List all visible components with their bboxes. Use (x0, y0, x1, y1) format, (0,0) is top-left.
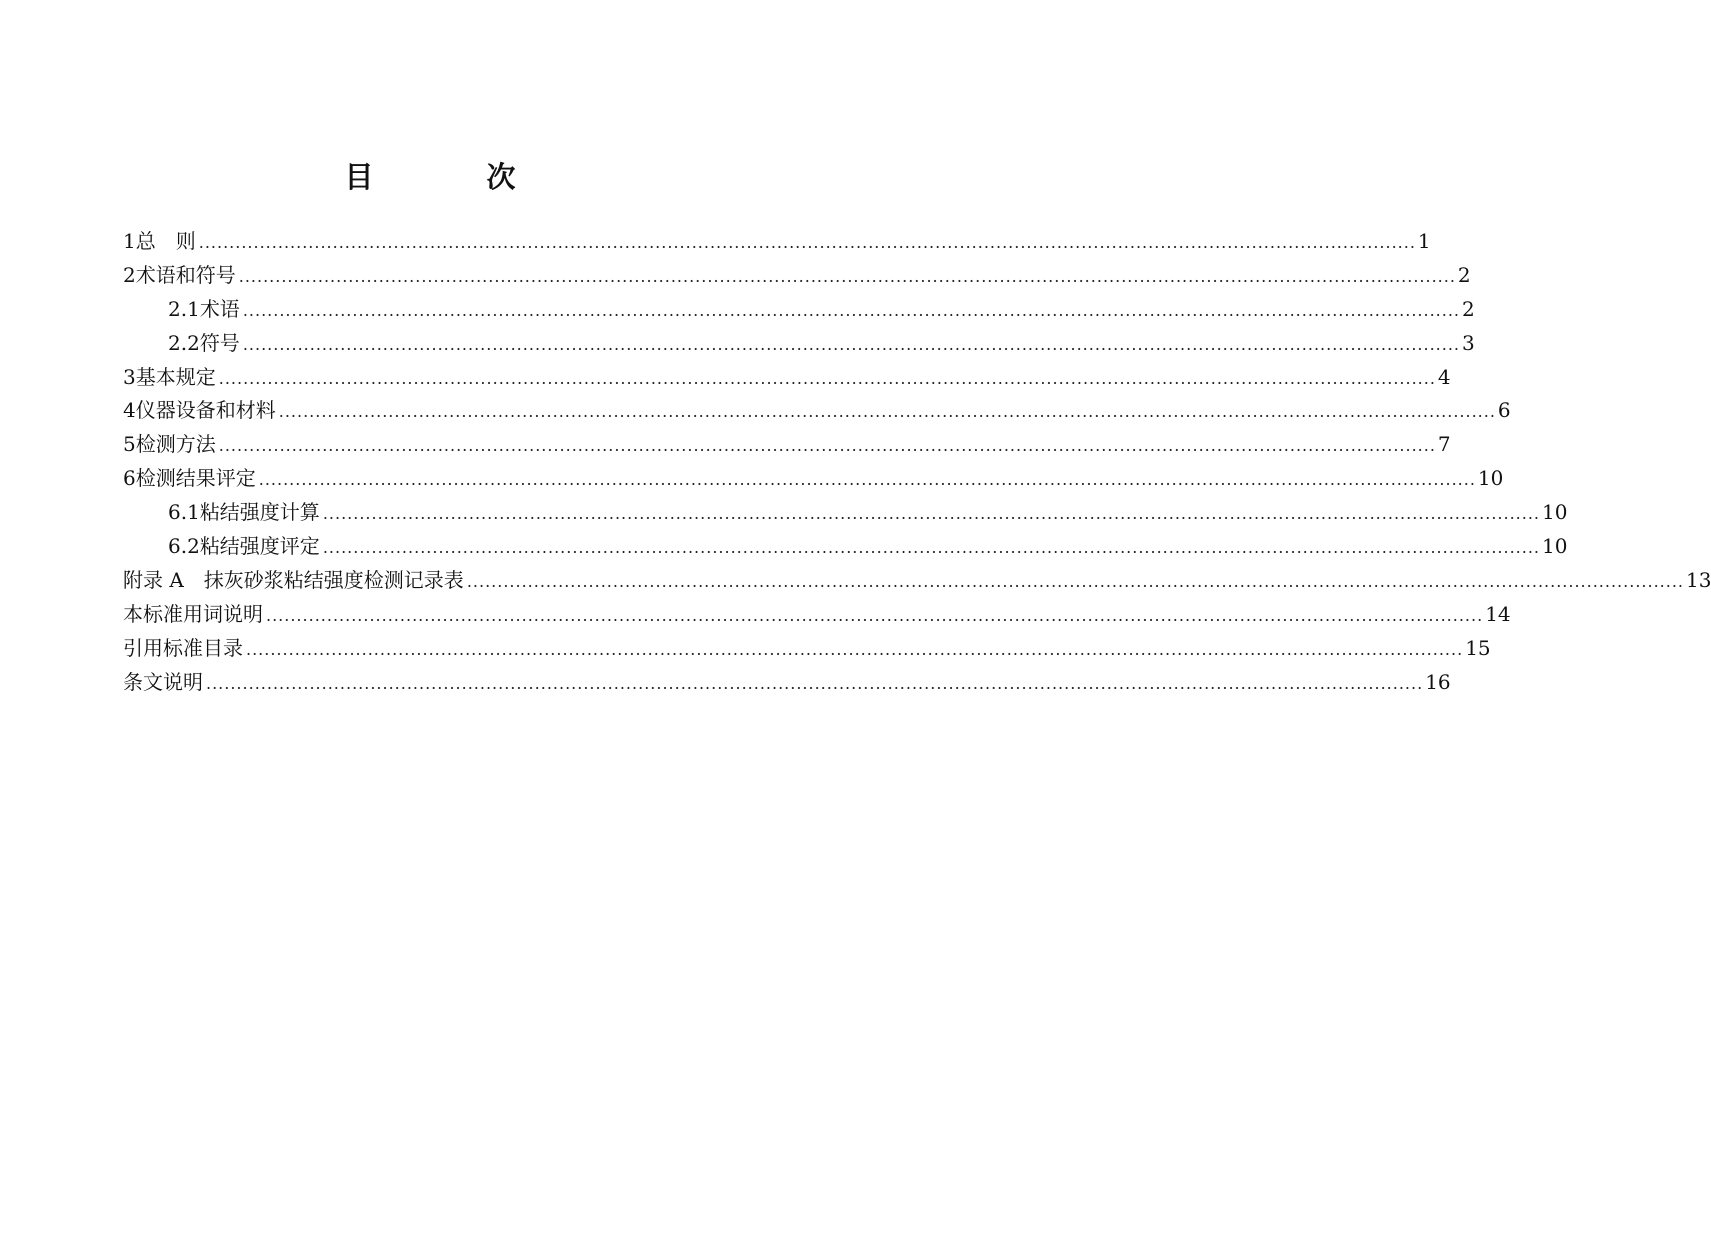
toc-entry[interactable] (123, 496, 1568, 530)
toc-dot-leader: ........................................................................................................................................................................................................ (246, 639, 1464, 659)
toc-entry-title: 附录 A 抹灰砂浆粘结强度检测记录表 (123, 567, 464, 592)
toc-entry-title: 本标准用词说明 (123, 601, 263, 626)
toc-entry-title: 符号 (199, 330, 240, 355)
toc-entry[interactable] (123, 428, 1451, 462)
toc-entry-title: 引用标准目录 (123, 635, 243, 660)
toc-entry-title: 总 则 (135, 229, 196, 253)
toc-dot-leader: ........................................................................................................................................................................................................ (278, 402, 1496, 422)
toc-entry-title: 条文说明 (123, 669, 203, 694)
toc-entry-title: 粘结强度计算 (199, 500, 320, 525)
toc-entry-title: 检测结果评定 (135, 466, 256, 491)
toc-dot-leader: ........................................................................................................................................................................................................ (322, 504, 1540, 524)
toc-entry-page-number: 16 (1425, 669, 1451, 694)
toc-entry-title: 基本规定 (135, 364, 216, 389)
toc-dot-leader: ........................................................................................................................................................................................................ (218, 436, 1436, 456)
toc-entry-number: 3 (123, 364, 136, 389)
toc-entry[interactable] (123, 632, 1491, 666)
toc-dot-leader: ........................................................................................................................................................................................................ (242, 300, 1460, 320)
toc-entry-page-number: 3 (1462, 330, 1475, 355)
toc-entry[interactable] (123, 225, 1431, 259)
toc-dot-leader: ........................................................................................................................................................................................................ (242, 334, 1460, 354)
toc-entry-page-number: 7 (1437, 432, 1451, 457)
toc-entry-number: 6.1 (168, 500, 200, 525)
toc-entry[interactable] (123, 394, 1511, 428)
toc-entry[interactable] (123, 598, 1511, 632)
toc-entry-title: 术语 (199, 296, 240, 321)
table-of-contents (123, 225, 1711, 699)
toc-entry[interactable] (123, 361, 1451, 395)
toc-entry-number: 1 (123, 229, 136, 253)
toc-entry-page-number: 2 (1462, 296, 1475, 321)
toc-entry-page-number: 6 (1497, 398, 1511, 423)
toc-dot-leader: ........................................................................................................................................................................................................ (466, 571, 1684, 591)
toc-entry-title: 仪器设备和材料 (135, 398, 276, 423)
toc-entry-title: 检测方法 (135, 432, 216, 457)
toc-entry-number: 2.2 (168, 330, 200, 355)
toc-dot-leader: ........................................................................................................................................................................................................ (218, 368, 1436, 388)
toc-entry[interactable] (123, 564, 1711, 598)
page-title: 目 次 (344, 160, 558, 195)
toc-entry[interactable] (123, 530, 1568, 564)
toc-dot-leader: ........................................................................................................................................................................................................ (238, 266, 1456, 286)
toc-entry-number: 2.1 (168, 296, 200, 321)
toc-dot-leader: ........................................................................................................................................................................................................ (322, 538, 1540, 558)
toc-dot-leader: ........................................................................................................................................................................................................ (206, 673, 1424, 693)
toc-entry-page-number: 2 (1457, 262, 1471, 287)
toc-entry[interactable] (123, 462, 1504, 496)
toc-dot-leader: ........................................................................................................................................................................................................ (266, 605, 1484, 625)
toc-dot-leader: ........................................................................................................................................................................................................ (198, 233, 1416, 252)
toc-entry-page-number: 10 (1477, 466, 1504, 491)
toc-entry-page-number: 10 (1542, 534, 1568, 559)
toc-entry-number: 5 (123, 432, 136, 457)
toc-entry-page-number: 13 (1686, 567, 1711, 592)
toc-entry-number: 6.2 (168, 534, 200, 559)
toc-entry-page-number: 1 (1417, 229, 1431, 253)
toc-entry[interactable] (123, 259, 1471, 293)
toc-entry-page-number: 10 (1542, 500, 1568, 525)
toc-entry-number: 4 (123, 398, 136, 423)
toc-entry-title: 粘结强度评定 (199, 534, 320, 559)
toc-entry-page-number: 15 (1465, 635, 1491, 660)
toc-entry[interactable] (123, 327, 1475, 361)
toc-entry[interactable] (123, 293, 1475, 327)
toc-dot-leader: ........................................................................................................................................................................................................ (258, 470, 1476, 490)
toc-entry-page-number: 4 (1437, 364, 1451, 389)
toc-entry-title: 术语和符号 (135, 262, 236, 287)
toc-entry-number: 6 (123, 466, 136, 491)
toc-entry-number: 2 (123, 262, 136, 287)
toc-entry[interactable] (123, 666, 1451, 700)
toc-entry-page-number: 14 (1485, 601, 1511, 626)
